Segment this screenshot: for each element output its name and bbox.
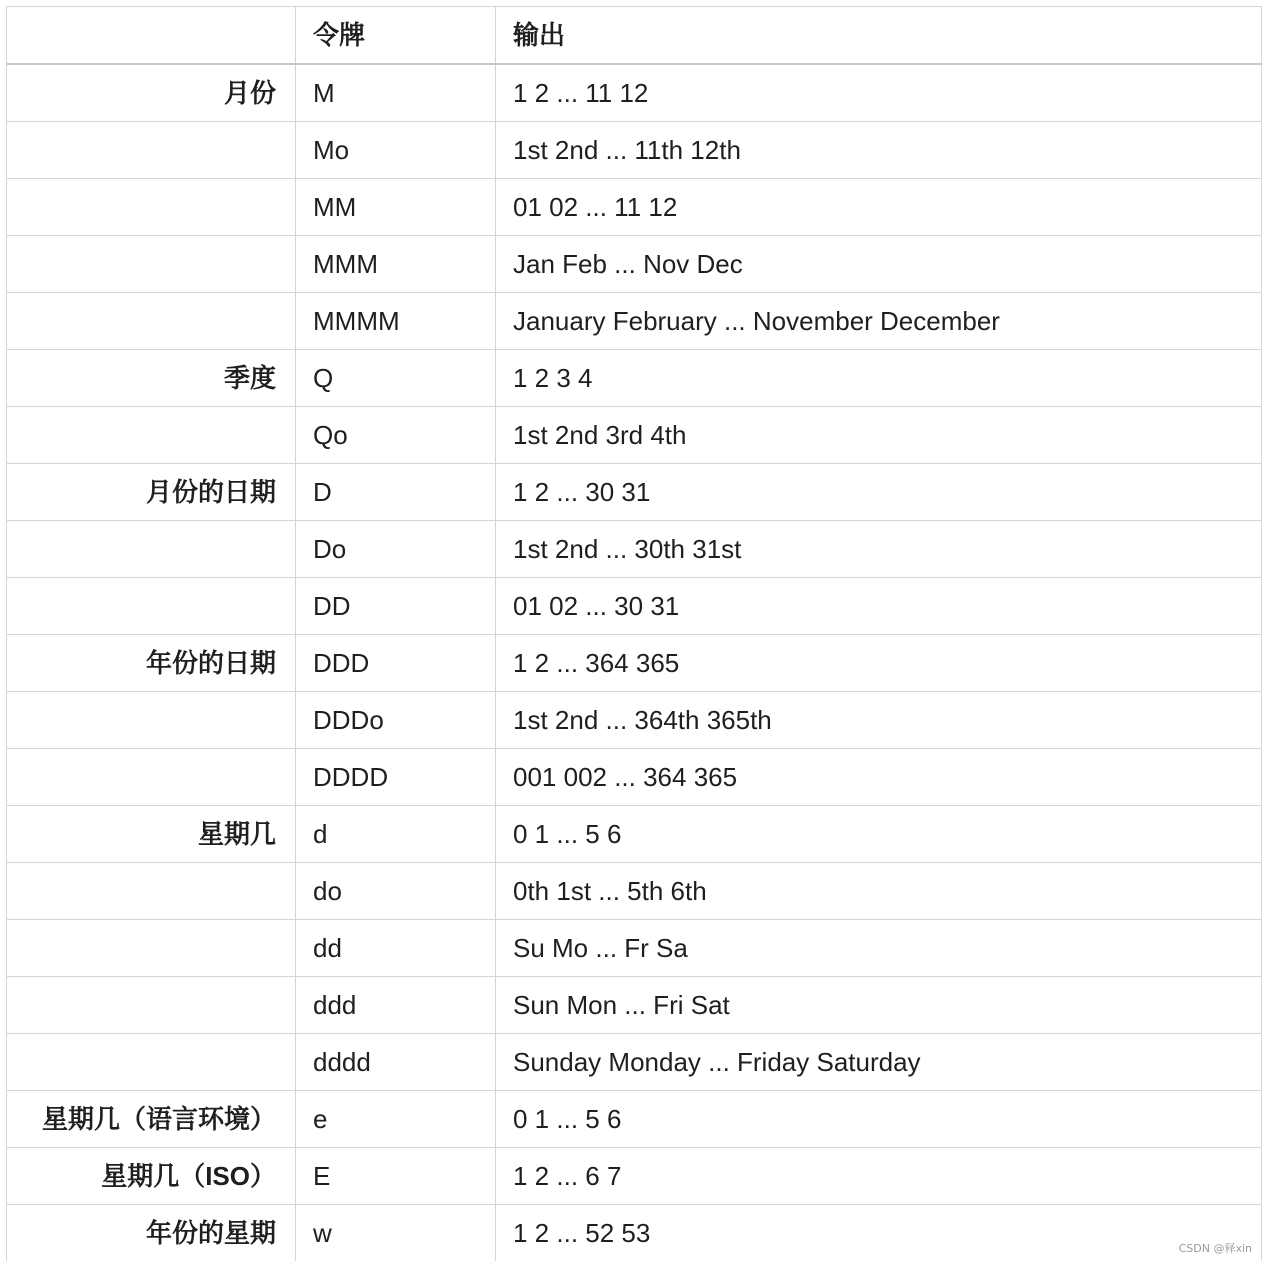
row-output: Sun Mon ... Fri Sat (496, 977, 1262, 1034)
row-category: 星期几（ISO） (7, 1148, 296, 1205)
table-row (7, 977, 1262, 1034)
row-output: 01 02 ... 30 31 (496, 578, 1262, 635)
row-token: w (296, 1205, 496, 1262)
row-category (7, 293, 296, 350)
row-token: Qo (296, 407, 496, 464)
table-row (7, 920, 1262, 977)
row-output: 1 2 3 4 (496, 350, 1262, 407)
table-row (7, 1205, 1262, 1262)
header-category (7, 7, 296, 65)
row-category (7, 578, 296, 635)
row-token: dddd (296, 1034, 496, 1091)
table-row (7, 863, 1262, 920)
row-category: 年份的日期 (7, 635, 296, 692)
row-output: 1 2 ... 52 53 (496, 1205, 1262, 1262)
row-category (7, 122, 296, 179)
row-category (7, 521, 296, 578)
row-category (7, 692, 296, 749)
table-row (7, 64, 1262, 122)
row-category (7, 1034, 296, 1091)
table-row (7, 236, 1262, 293)
row-category (7, 920, 296, 977)
row-token: e (296, 1091, 496, 1148)
row-output: January February ... November December (496, 293, 1262, 350)
table-row (7, 122, 1262, 179)
row-output: Su Mo ... Fr Sa (496, 920, 1262, 977)
row-category (7, 977, 296, 1034)
row-output: 0 1 ... 5 6 (496, 806, 1262, 863)
table-row (7, 350, 1262, 407)
row-category: 星期几 (7, 806, 296, 863)
row-output: 01 02 ... 11 12 (496, 179, 1262, 236)
table-body (7, 64, 1262, 1261)
row-token: do (296, 863, 496, 920)
row-output: Sunday Monday ... Friday Saturday (496, 1034, 1262, 1091)
table-row (7, 635, 1262, 692)
table-row (7, 578, 1262, 635)
row-category: 月份 (7, 64, 296, 122)
row-output: 1st 2nd 3rd 4th (496, 407, 1262, 464)
row-output: 1 2 ... 6 7 (496, 1148, 1262, 1205)
row-output: 0 1 ... 5 6 (496, 1091, 1262, 1148)
row-token: MM (296, 179, 496, 236)
row-output: 1 2 ... 11 12 (496, 64, 1262, 122)
table-row (7, 1034, 1262, 1091)
row-category (7, 179, 296, 236)
row-token: M (296, 64, 496, 122)
table-row (7, 749, 1262, 806)
table-header (7, 7, 1262, 65)
table-row (7, 464, 1262, 521)
row-output: 0th 1st ... 5th 6th (496, 863, 1262, 920)
row-token: d (296, 806, 496, 863)
row-token: DDDD (296, 749, 496, 806)
table-row (7, 521, 1262, 578)
header-token: 令牌 (296, 7, 496, 65)
row-category (7, 407, 296, 464)
row-output: 1 2 ... 364 365 (496, 635, 1262, 692)
row-output: Jan Feb ... Nov Dec (496, 236, 1262, 293)
row-token: D (296, 464, 496, 521)
row-output: 1 2 ... 30 31 (496, 464, 1262, 521)
row-category: 星期几（语言环境） (7, 1091, 296, 1148)
header-output: 输出 (496, 7, 1262, 65)
row-token: E (296, 1148, 496, 1205)
row-category: 年份的星期 (7, 1205, 296, 1262)
table-row (7, 179, 1262, 236)
row-token: DDD (296, 635, 496, 692)
row-category (7, 863, 296, 920)
row-token: DD (296, 578, 496, 635)
table-row (7, 407, 1262, 464)
row-output: 1st 2nd ... 364th 365th (496, 692, 1262, 749)
row-token: Do (296, 521, 496, 578)
row-output: 001 002 ... 364 365 (496, 749, 1262, 806)
row-category (7, 236, 296, 293)
table-row (7, 1148, 1262, 1205)
row-token: dd (296, 920, 496, 977)
table-row (7, 1091, 1262, 1148)
table-row (7, 692, 1262, 749)
row-output: 1st 2nd ... 30th 31st (496, 521, 1262, 578)
row-category: 月份的日期 (7, 464, 296, 521)
row-token: Mo (296, 122, 496, 179)
header-row (7, 7, 1262, 65)
format-token-table (6, 6, 1262, 1261)
row-token: DDDo (296, 692, 496, 749)
row-token: MMM (296, 236, 496, 293)
row-output: 1st 2nd ... 11th 12th (496, 122, 1262, 179)
row-token: Q (296, 350, 496, 407)
watermark: CSDN @释xin (1178, 1242, 1252, 1255)
table-row (7, 293, 1262, 350)
row-token: MMMM (296, 293, 496, 350)
row-category (7, 749, 296, 806)
format-token-table-container (6, 6, 1261, 1261)
row-token: ddd (296, 977, 496, 1034)
table-row (7, 806, 1262, 863)
row-category: 季度 (7, 350, 296, 407)
